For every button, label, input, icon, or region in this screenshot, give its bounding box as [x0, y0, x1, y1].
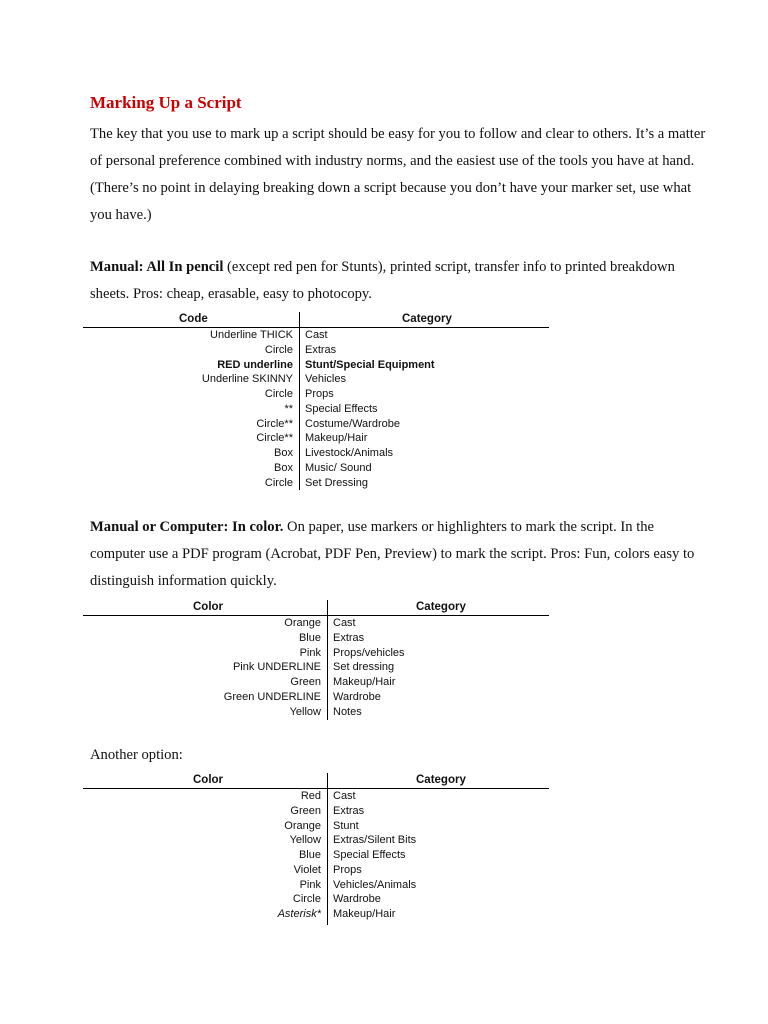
another-option-label: Another option:: [90, 747, 183, 763]
table-row: [83, 819, 549, 834]
table-row: [83, 616, 549, 631]
code-cell: Violet: [293, 863, 321, 876]
category-cell: Extras: [333, 804, 365, 817]
category-cell: Livestock/Animals: [305, 447, 394, 459]
category-cell: Music/ Sound: [305, 461, 372, 474]
category-cell: Makeup/Hair: [305, 432, 368, 445]
table-row: [83, 343, 549, 358]
header-category: Category: [416, 774, 466, 786]
table-row: [83, 789, 549, 804]
code-cell: Asterisk*: [277, 908, 321, 920]
category-cell: Props/vehicles: [333, 646, 405, 659]
category-cell: Vehicles/Animals: [333, 878, 417, 891]
code-cell: Green: [290, 676, 321, 688]
category-cell: Set dressing: [333, 661, 395, 674]
table-row: [83, 907, 549, 922]
table-row: [83, 358, 549, 373]
category-cell: Extras/Silent Bits: [333, 834, 417, 847]
table-row: [83, 863, 549, 878]
category-cell: Makeup/Hair: [333, 908, 396, 920]
header-code: Code: [179, 313, 208, 325]
category-cell: Props: [333, 863, 362, 876]
table-row: [83, 690, 549, 705]
code-cell: **: [284, 402, 293, 415]
color-paragraph: [90, 514, 710, 595]
category-cell: Vehicles: [305, 373, 346, 386]
code-cell: Circle**: [256, 417, 293, 430]
table-row: [83, 878, 549, 893]
header-color: Color: [193, 774, 224, 786]
table-row: [83, 372, 549, 387]
category-cell: Costume/Wardrobe: [305, 417, 400, 430]
code-cell: Pink UNDERLINE: [232, 661, 321, 674]
category-cell: Cast: [305, 329, 328, 341]
table-row: [83, 675, 549, 690]
table-row: [83, 431, 549, 446]
code-cell: Pink: [299, 646, 321, 659]
category-cell: Cast: [333, 617, 356, 629]
table-header: [83, 600, 549, 616]
table-row: [83, 446, 549, 461]
manual-text: (except red pen for Stunts), printed script, transfer info to printed breakdown sheets. Pros: cheap, erasable, easy to photocopy.: [90, 259, 675, 302]
table-row: [83, 646, 549, 661]
header-color: Color: [193, 601, 224, 613]
code-cell: Orange: [284, 617, 321, 629]
table-row: [83, 476, 549, 491]
manual-paragraph: [90, 254, 710, 308]
code-cell: Green UNDERLINE: [223, 690, 321, 703]
category-cell: Wardrobe: [333, 893, 381, 906]
intro-paragraph: The key that you use to mark up a script should be easy for you to follow and clear to others. It’s a matter of personal preference combined with industry norms, and the easiest use of the tools you have at hand. (There’s no point in delaying breaking down a script because you don’t have your marker set, use what you have.): [90, 126, 706, 223]
table-row: [83, 417, 549, 432]
code-cell: Circle: [264, 388, 293, 400]
table-row: [83, 892, 549, 907]
code-cell: Green: [290, 804, 321, 817]
code-table: [83, 312, 549, 490]
header-category: Category: [416, 601, 466, 613]
category-cell: Special Effects: [305, 402, 378, 415]
code-cell: Yellow: [289, 834, 321, 847]
table-body: [83, 616, 549, 719]
table-row: [83, 660, 549, 675]
category-cell: Notes: [333, 705, 362, 718]
code-cell: Pink: [299, 878, 321, 891]
alt-color-table: [83, 773, 549, 922]
table-row: [83, 705, 549, 720]
table-row: [83, 328, 549, 343]
code-cell: Circle: [264, 343, 293, 356]
table-body: [83, 328, 549, 490]
table-header: [83, 312, 549, 328]
table-row: [83, 402, 549, 417]
page-title: Marking Up a Script: [90, 93, 242, 112]
code-cell: Circle: [292, 893, 321, 906]
category-cell: Extras: [305, 343, 337, 356]
category-cell: Makeup/Hair: [333, 676, 396, 688]
category-cell: Wardrobe: [333, 690, 381, 703]
code-cell: Box: [274, 461, 293, 474]
code-cell: Box: [274, 447, 293, 459]
category-cell: Stunt/Special Equipment: [305, 358, 435, 371]
category-cell: Set Dressing: [305, 476, 368, 489]
color-table: [83, 600, 549, 719]
code-cell: Yellow: [289, 705, 321, 718]
table-row: [83, 461, 549, 476]
code-cell: Blue: [298, 849, 321, 861]
category-cell: Props: [305, 388, 334, 400]
category-cell: Extras: [333, 631, 365, 644]
table-row: [83, 833, 549, 848]
code-cell: Red: [300, 790, 321, 802]
table-row: [83, 848, 549, 863]
table-row: [83, 631, 549, 646]
table-row: [83, 387, 549, 402]
manual-lead: Manual: All In pencil: [90, 259, 224, 275]
code-cell: Underline SKINNY: [201, 373, 293, 386]
code-cell: Circle: [264, 476, 293, 489]
code-cell: Blue: [298, 631, 321, 644]
code-cell: Orange: [284, 819, 321, 832]
table-row: [83, 804, 549, 819]
code-cell: Circle**: [256, 432, 293, 445]
category-cell: Special Effects: [333, 849, 406, 861]
header-category: Category: [402, 313, 452, 325]
color-text: On paper, use markers or highlighters to mark the script. In the computer use a PDF program (Acrobat, PDF Pen, Preview) to mark the script. Pros: Fun, colors easy to distinguish information quickly.: [90, 519, 695, 589]
code-cell: RED underline: [217, 358, 293, 371]
table-body: [83, 789, 549, 922]
category-cell: Stunt: [333, 819, 359, 832]
code-cell: Underline THICK: [210, 329, 293, 341]
color-lead: Manual or Computer: In color.: [90, 519, 284, 535]
table-header: [83, 773, 549, 789]
category-cell: Cast: [333, 790, 356, 802]
